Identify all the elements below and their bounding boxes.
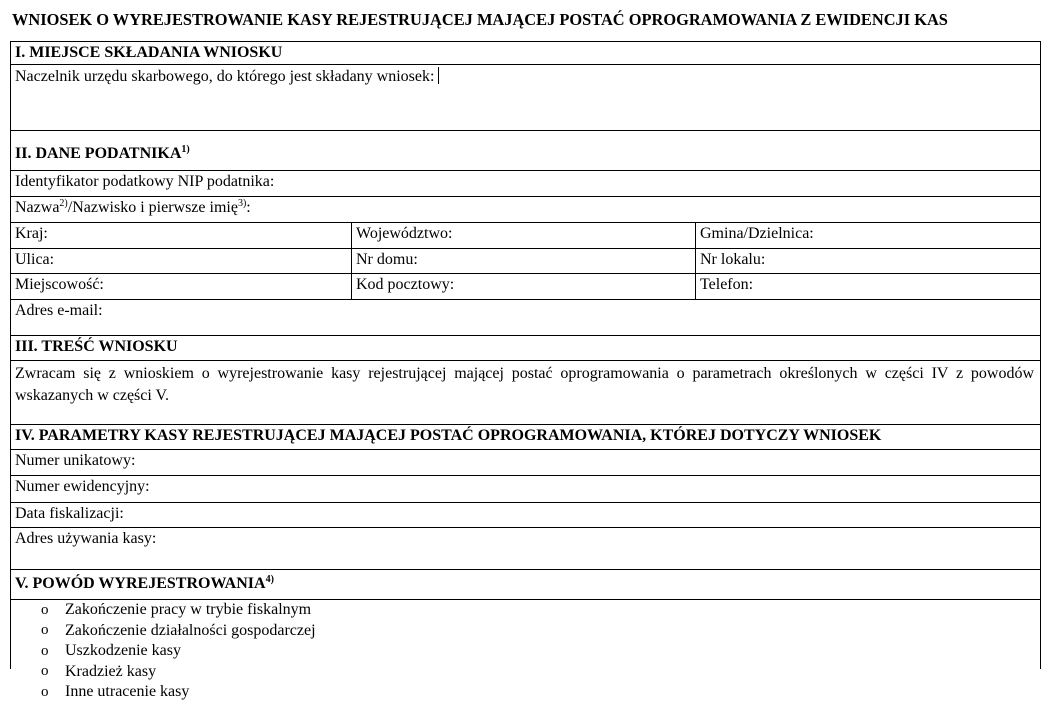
name-label-colon: : [246,199,251,216]
section-3-header-row [11,336,1040,361]
unique-number-field[interactable] [11,450,1040,476]
request-content-text: Zwracam się z wnioskiem o wyrejestrowanie kasy rejestrującej mającej postać oprogramowania o parametrach określonych w części IV z powodów wskazanych w części V. [15,365,1034,404]
street-field[interactable] [11,249,351,273]
reason-option[interactable] [41,682,316,703]
section-2-header-wrap [11,131,1040,163]
fiscalization-date-field[interactable] [11,503,1040,528]
reason-label: Zakończenie pracy w trybie fiskalnym [65,601,312,619]
section-5-header-row [11,570,1040,600]
text-cursor [438,67,439,84]
country-label: Kraj: [15,225,48,242]
voivodeship-field[interactable] [351,223,695,248]
register-address-label: Adres używania kasy: [15,530,157,547]
radio-circle-icon: o [41,663,49,680]
register-address-field[interactable] [11,528,1040,570]
section-2-header: II. DANE PODATNIKA [15,145,182,162]
section-2-header-row [11,131,1040,171]
tax-office-row [11,65,1040,86]
email-label: Adres e-mail: [15,302,103,319]
registry-number-field[interactable] [11,476,1040,503]
house-number-label: Nr domu: [356,251,418,268]
surname-label: /Nazwisko i pierwsze imię [67,199,238,216]
request-content-row [11,361,1040,425]
unique-number-label: Numer unikatowy: [15,452,136,469]
email-field[interactable] [11,300,1040,336]
flat-number-field[interactable] [695,249,1040,273]
footnote-1: 1) [181,144,190,155]
reason-option[interactable] [41,641,316,662]
deregistration-reasons [11,600,1040,701]
name-label: Nazwa [15,199,60,216]
reason-label: Kradzież kasy [65,662,157,680]
city-label: Miejscowość: [15,276,104,293]
name-label-wrap [11,197,1040,217]
application-form [10,41,1041,701]
commune-label: Gmina/Dzielnica: [700,225,814,242]
reason-option[interactable] [41,662,316,683]
name-field[interactable] [11,197,1040,223]
nip-label: Identyfikator podatkowy NIP podatnika: [15,173,275,190]
house-number-field[interactable] [351,249,695,273]
street-label: Ulica: [15,251,55,268]
commune-field[interactable] [695,223,1040,248]
postal-code-label: Kod pocztowy: [356,276,455,293]
section-5-header-wrap [11,570,1040,593]
address-row-2 [11,249,1040,274]
postal-code-field[interactable] [351,274,695,299]
phone-field[interactable] [695,274,1040,299]
radio-circle-icon: o [41,642,49,659]
radio-circle-icon: o [41,622,49,639]
radio-circle-icon: o [41,601,49,618]
section-4-header: IV. PARAMETRY KASY REJESTRUJĄCEJ MAJĄCEJ POSTAĆ OPROGRAMOWANIA, KTÓREJ DOTYCZY WNIOSEK [15,427,882,444]
section-4-header-row [11,425,1040,450]
phone-label: Telefon: [700,276,754,293]
nip-field[interactable] [11,171,1040,197]
city-field[interactable] [11,274,351,299]
section-5-header: V. POWÓD WYREJESTROWANIA [15,575,266,592]
country-field[interactable] [11,223,351,248]
section-1-header-row [11,42,1040,65]
reason-options-list [41,600,316,703]
reason-label: Uszkodzenie kasy [65,642,181,660]
form-title: WNIOSEK O WYREJESTROWANIE KASY REJESTRUJĄCEJ MAJĄCEJ POSTAĆ OPROGRAMOWANIA Z EWIDENCJI KAS [12,10,948,29]
address-row-1 [11,223,1040,249]
section-3-header: III. TREŚĆ WNIOSKU [15,338,178,355]
flat-number-label: Nr lokalu: [700,251,766,268]
reason-option[interactable] [41,621,316,642]
reason-option[interactable] [41,600,316,621]
tax-office-label: Naczelnik urzędu skarbowego, do którego jest składany wniosek: [15,68,435,85]
section-1-header: I. MIEJSCE SKŁADANIA WNIOSKU [15,44,283,61]
address-row-3 [11,274,1040,300]
footnote-2: 2) [59,198,68,209]
fiscalization-date-label: Data fiskalizacji: [15,505,124,522]
footnote-3: 3) [237,198,247,209]
reason-label: Inne utracenie kasy [65,683,190,701]
footnote-4: 4) [265,574,274,585]
reason-label: Zakończenie działalności gospodarczej [65,621,316,639]
registry-number-label: Numer ewidencyjny: [15,478,150,495]
tax-office-field[interactable] [11,65,1040,131]
radio-circle-icon: o [41,683,49,700]
voivodeship-label: Województwo: [356,225,453,242]
